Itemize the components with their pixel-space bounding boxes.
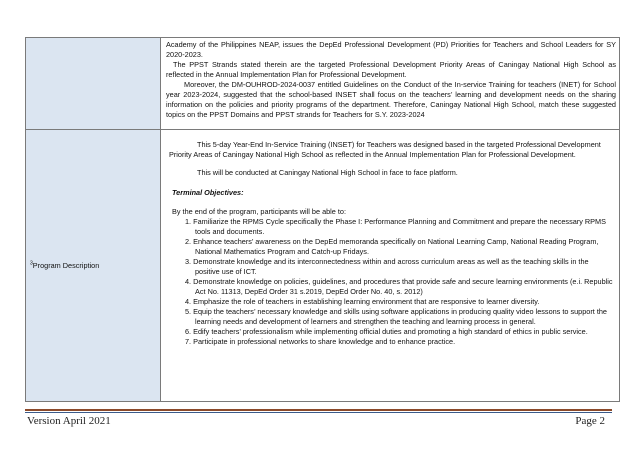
list-item: 5. Equip the teachers’ necessary knowledge and skills using software applications in producing quality video lessons to support the learning needs and development of learners and strengthen the teaching and learning process in general.	[185, 307, 607, 326]
program-description-label	[26, 261, 160, 271]
footer-version: Version April 2021	[27, 415, 111, 427]
paragraph-memo: Moreover, the DM-OUHROD-2024-0037 entitled Guidelines on the Conduct of the In-service Training for teachers (INET) for School year 2023-2024, suggested that the school-based INSET shall focus on the teachers’ learning and development needs on the sharing information on the policies and priority programs of the department. Therefore, Caningay National High School, match these suggested topics on the PPST Domains and PPST strands for Teachers for S.Y. 2023-2024	[166, 80, 616, 119]
list-item: 1. Familiarize the RPMS Cycle specifically the Phase I: Performance Planning and Commitment and prepare the necessary RPMS tools and documents.	[185, 217, 606, 236]
table-row	[26, 38, 620, 130]
list-item: 4. Demonstrate knowledge on policies, guidelines, and procedures that provide safe and secure learning environments (e.i. Republic Act No. 11313, DepEd Order 31 s.2019, DepEd Order No. 40, s. 2012)	[185, 277, 613, 296]
objectives-list	[169, 217, 615, 347]
list-item: 3. Demonstrate knowledge and its interconnectedness within and across curriculum areas as well as the teaching skills in the positive use of ICT.	[185, 257, 589, 276]
intro-paragraph: This 5-day Year-End In-Service Training (INSET) for Teachers was designed based in the targeted Professional Development Priority Areas of Caningay National High School as reflected in the Annual Implementation Plan for Professional Development.	[169, 140, 601, 159]
footer-rule-brown	[25, 409, 612, 411]
background-cell	[161, 38, 620, 130]
footer-page-number: Page 2	[575, 415, 605, 427]
paragraph-neap: Academy of the Philippines NEAP, issues the DepEd Professional Development (PD) Priorities for Teachers and School Leaders for SY 2020-2023.	[166, 40, 616, 59]
program-description-label-cell	[26, 130, 161, 402]
program-description-cell	[161, 130, 620, 402]
conduct-paragraph: This will be conducted at Caningay National High School in face to face platform.	[197, 168, 458, 177]
list-item: 6. Edify teachers’ professionalism while implementing official duties and promoting a high standard of ethics in public service.	[185, 327, 588, 336]
list-item: 2. Enhance teachers’ awareness on the DepEd memoranda specifically on National Learning Camp, National Reading Program, National Mathematics Program and Catch-up Fridays.	[185, 237, 599, 256]
label-text: Program Description	[32, 260, 100, 270]
objectives-intro: By the end of the program, participants will be able to:	[172, 207, 347, 216]
paragraph-ppst: The PPST Strands stated therein are the targeted Professional Development Priority Areas of Caningay National High School as reflected in the Annual Implementation Plan for Professional Development.	[166, 60, 616, 79]
table-row	[26, 130, 620, 402]
program-description-content	[161, 130, 619, 347]
objectives-heading: Terminal Objectives:	[172, 188, 244, 197]
label-number: 3	[30, 260, 33, 267]
program-table	[25, 37, 620, 402]
list-item: 7. Participate in professional networks to share knowledge and to enhance practice.	[185, 337, 456, 346]
background-text	[161, 38, 619, 120]
footer-rule-blue	[25, 412, 612, 413]
row-label-cell-empty	[26, 38, 161, 130]
list-item: 4. Emphasize the role of teachers in establishing learning environment that are responsive to learner diversity.	[185, 297, 540, 306]
